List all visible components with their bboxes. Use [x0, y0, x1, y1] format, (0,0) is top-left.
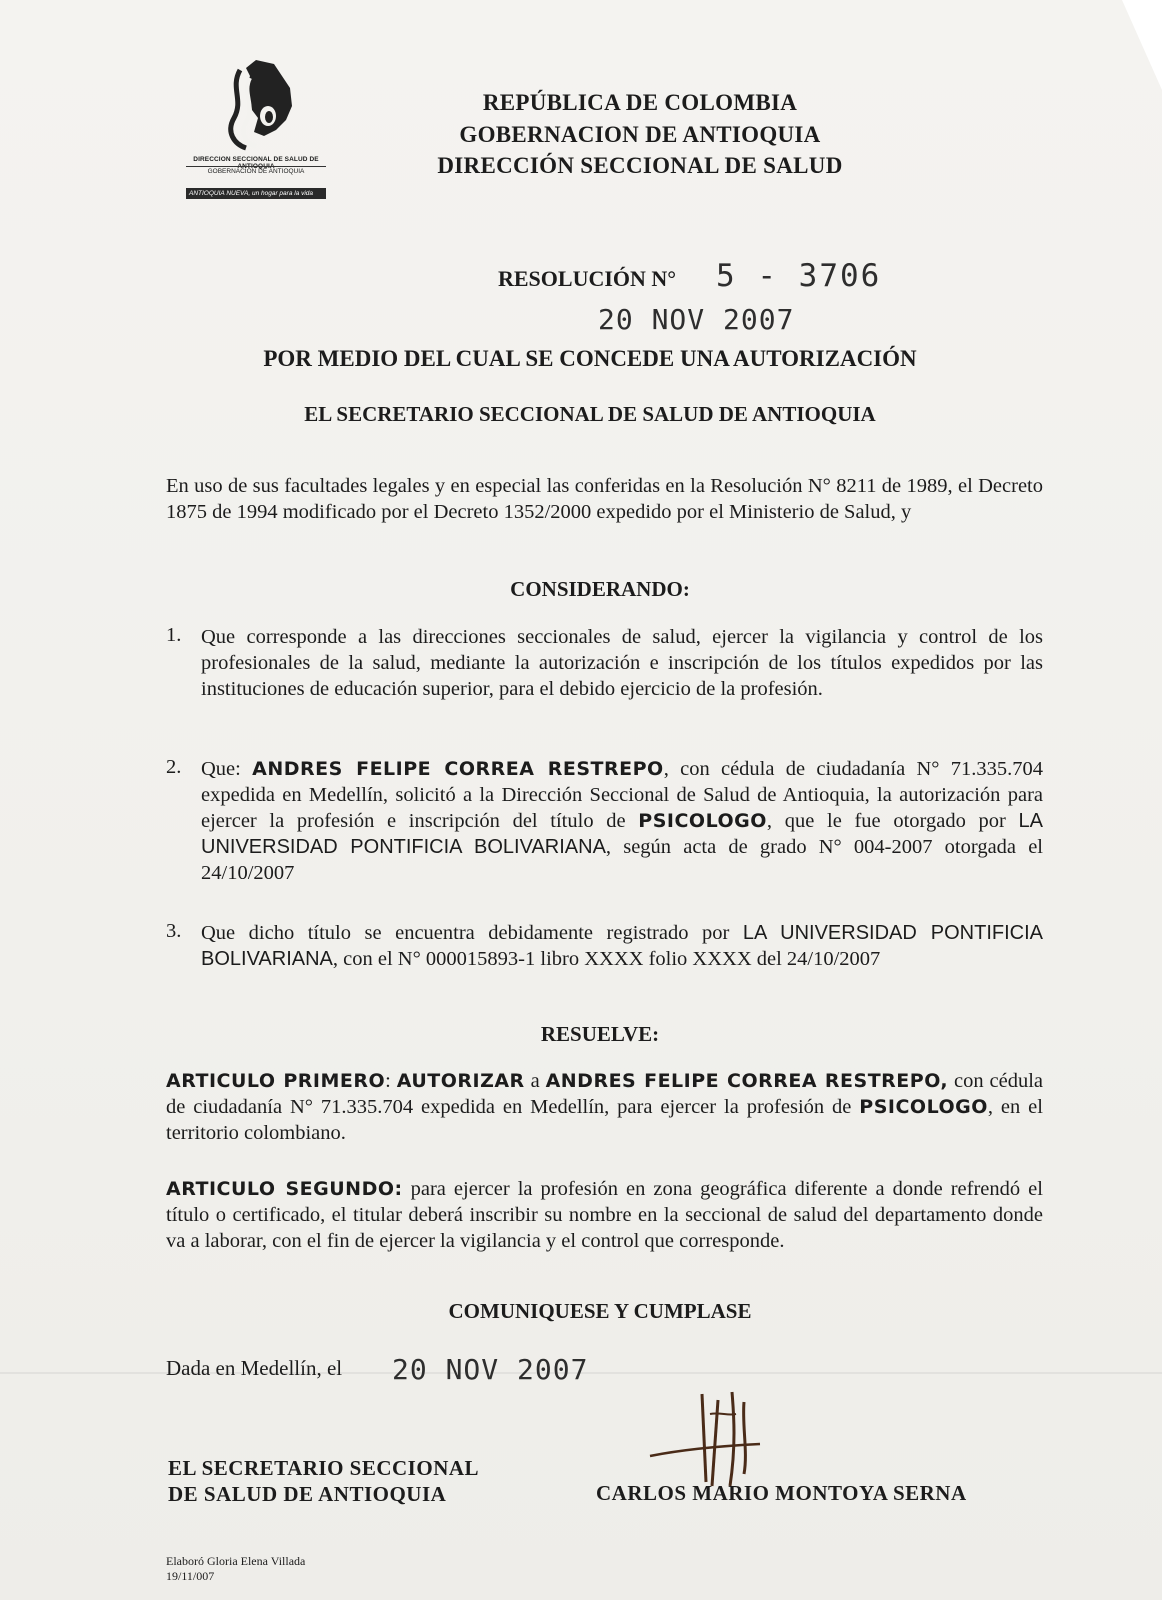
signature-icon	[640, 1386, 780, 1496]
signatory-title-line-2: DE SALUD DE ANTIOQUIA	[168, 1482, 447, 1506]
item-3-text-2: , con el N° 000015893-1 libro XXXX folio XXXX del 24/10/2007	[332, 948, 881, 970]
logo-slogan: ANTIOQUIA NUEVA, un hogar para la vida	[186, 188, 326, 199]
item-3-number: 3.	[166, 920, 182, 942]
header-republic: REPÚBLICA DE COLOMBIA	[482, 90, 798, 115]
signatory-name: CARLOS MARIO MONTOYA SERNA	[596, 1481, 967, 1505]
item-3-university: LA UNIVERSIDAD PONTIFICIA BOLIVARIANA	[201, 922, 1044, 970]
signatory-title	[168, 1455, 479, 1507]
considerando-title: CONSIDERANDO:	[510, 577, 690, 601]
closing-formula: COMUNIQUESE Y CUMPLASE	[448, 1299, 752, 1323]
given-date-stamp: 20 NOV 2007	[392, 1353, 589, 1386]
header-direction: DIRECCIÓN SECCIONAL DE SALUD	[437, 153, 843, 178]
article-2-paragraph	[166, 1176, 1043, 1254]
article-1-paragraph	[166, 1068, 1043, 1146]
article-1-profession: PSICOLOGO	[859, 1096, 988, 1118]
item-1-number: 1.	[166, 624, 182, 646]
folded-corner	[1122, 0, 1162, 90]
logo-line-2: GOBERNACION DE ANTIOQUIA	[186, 166, 326, 175]
prepared-by: Elaboró Gloria Elena Villada	[166, 1554, 306, 1568]
item-2-number: 2.	[166, 756, 182, 778]
applicant-name: ANDRES FELIPE CORREA RESTREPO	[252, 758, 664, 780]
item-2-paragraph	[201, 756, 1043, 886]
given-text: Dada en Medellín, el	[166, 1356, 343, 1380]
item-1-text: Que corresponde a las direcciones seccionales de salud, ejercer la vigilancia y control de los profesionales de la salud, mediante la autorización e inscripción de los títulos expedidos por las instituciones de educación superior, para el debido ejercicio de la profesión.	[201, 626, 1043, 700]
item-3-text-1: Que dicho título se encuentra debidamente registrado por	[201, 922, 730, 944]
item-2-text-1: , con cédula de ciudadanía N° 71.335.704 expedida en Medellín, solicitó a la Dirección Seccional de Salud de Antioquia, la autorización para ejercer la profesión e inscripción del título de	[201, 758, 1044, 832]
item-3-paragraph	[201, 920, 1043, 972]
resolution-date-stamp: 20 NOV 2007	[598, 303, 795, 336]
dssa-logo	[186, 58, 326, 208]
prepared-date: 19/11/007	[166, 1569, 215, 1583]
item-2-text-2: , que le fue otorgado por	[766, 810, 1006, 832]
article-1-text-2: , en el territorio colombiano.	[166, 1096, 1043, 1144]
profession-title: PSICOLOGO	[638, 810, 767, 832]
authority-title: EL SECRETARIO SECCIONAL DE SALUD DE ANTIOQUIA	[304, 402, 876, 426]
logo-line-1: DIRECCION SECCIONAL DE SALUD DE ANTIOQUIA	[193, 156, 319, 170]
article-2-label: ARTICULO SEGUNDO:	[166, 1178, 403, 1200]
resuelve-title: RESUELVE:	[540, 1022, 660, 1046]
item-2-text-3: , según acta de grado N° 004-2007 otorgada el 24/10/2007	[201, 836, 1043, 884]
resolution-label: RESOLUCIÓN N°	[498, 266, 677, 291]
resolution-number: 5 - 3706	[716, 258, 882, 294]
article-1-label: ARTICULO PRIMERO	[166, 1070, 386, 1092]
preamble-paragraph: En uso de sus facultades legales y en especial las conferidas en la Resolución N° 8211 de 1989, el Decreto 1875 de 1994 modificado por el Decreto 1352/2000 expedido por el Ministerio de Salud, y	[166, 475, 1043, 523]
logo-mark-icon	[216, 58, 296, 153]
article-1-text-1: con cédula de ciudadanía N° 71.335.704 expedida en Medellín, para ejercer la profesión de	[166, 1070, 1044, 1118]
article-1-a: a	[524, 1070, 546, 1092]
header-governance: GOBERNACION DE ANTIOQUIA	[459, 122, 821, 147]
subject-title: POR MEDIO DEL CUAL SE CONCEDE UNA AUTORIZACIÓN	[263, 346, 917, 371]
item-2-prefix: Que:	[201, 758, 241, 780]
signatory-title-line-1: EL SECRETARIO SECCIONAL	[168, 1456, 480, 1480]
university-name: LA UNIVERSIDAD PONTIFICIA BOLIVARIANA	[201, 810, 1043, 858]
article-1-colon: :	[385, 1070, 391, 1092]
article-2-text: para ejercer la profesión en zona geográfica diferente a donde refrendó el título o certificado, el titular deberá inscribir su nombre en la seccional de salud del departamento donde va a laborar, con el fin de ejercer la vigilancia y el control que corresponde.	[166, 1178, 1043, 1252]
article-1-name: ANDRES FELIPE CORREA RESTREPO,	[545, 1070, 949, 1092]
article-1-verb: AUTORIZAR	[396, 1070, 525, 1092]
